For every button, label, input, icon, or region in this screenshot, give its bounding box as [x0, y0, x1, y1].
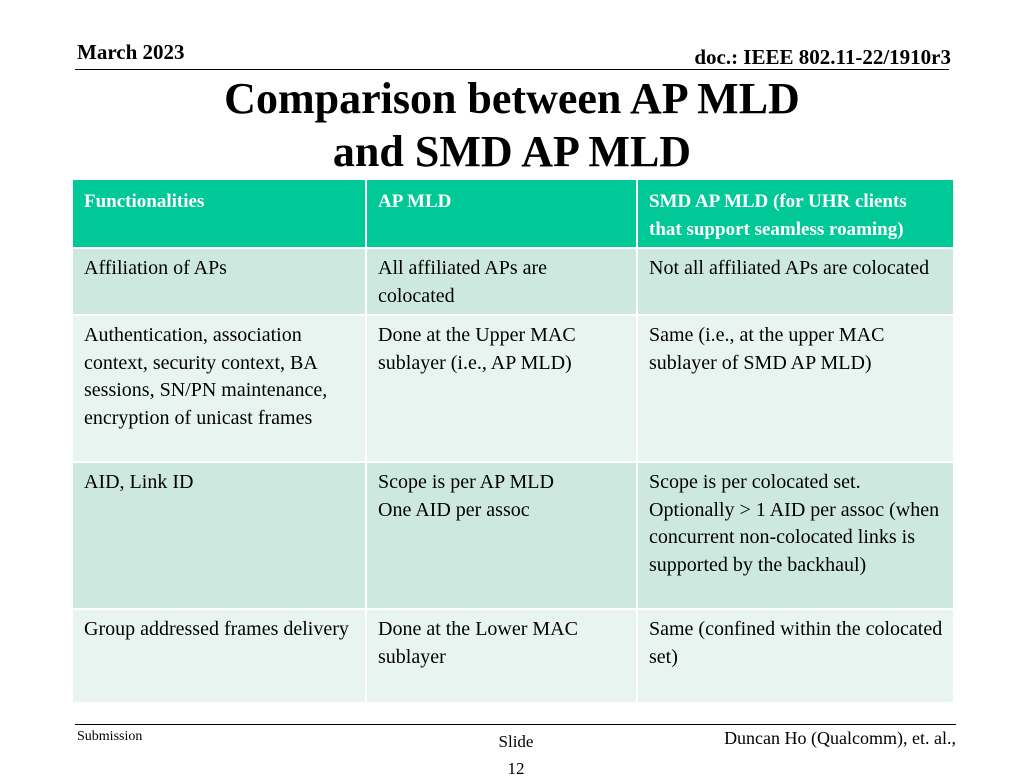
cell-smd-ap-mld-line-1: Scope is per colocated set.	[649, 471, 861, 493]
column-header-functionalities: Functionalities	[72, 179, 366, 248]
column-header-smd-ap-mld: SMD AP MLD (for UHR clients that support seamless roaming)	[637, 179, 954, 248]
cell-smd-ap-mld: Not all affiliated APs are colocated	[637, 248, 954, 315]
table-row	[72, 315, 954, 462]
cell-ap-mld	[366, 462, 637, 609]
footer-page-number: 12	[507, 759, 525, 778]
header-date: March 2023	[77, 40, 185, 64]
table-row	[72, 248, 954, 315]
table-header-row	[72, 179, 954, 248]
cell-smd-ap-mld	[637, 462, 954, 609]
cell-smd-ap-mld-line-2: Optionally > 1 AID per assoc (when concurrent non-colocated links is supported by the backhaul)	[649, 498, 940, 576]
cell-ap-mld: Done at the Lower MAC sublayer	[366, 609, 637, 703]
cell-smd-ap-mld: Same (confined within the colocated set)	[637, 609, 954, 703]
footer-slide-label: Slide	[498, 732, 534, 751]
slide-title	[0, 72, 1024, 178]
cell-functionality: Affiliation of APs	[72, 248, 366, 315]
cell-ap-mld-line-2: One AID per assoc	[378, 498, 530, 521]
footer-slide-number	[486, 728, 546, 782]
column-header-ap-mld: AP MLD	[366, 179, 637, 248]
slide-title-line-2: and SMD AP MLD	[332, 127, 692, 176]
cell-functionality: AID, Link ID	[72, 462, 366, 609]
cell-smd-ap-mld: Same (i.e., at the upper MAC sublayer of SMD AP MLD)	[637, 315, 954, 462]
slide-title-line-1: Comparison between AP MLD	[224, 74, 800, 123]
header-doc-id: doc.: IEEE 802.11-22/1910r3	[694, 45, 951, 69]
footer-author: Duncan Ho (Qualcomm), et. al.,	[724, 728, 956, 748]
cell-ap-mld-line-1: Scope is per AP MLD	[378, 471, 554, 493]
table-row	[72, 462, 954, 609]
comparison-table	[71, 178, 955, 704]
header-divider	[75, 69, 949, 70]
cell-ap-mld: Done at the Upper MAC sublayer (i.e., AP MLD)	[366, 315, 637, 462]
cell-functionality: Authentication, association context, security context, BA sessions, SN/PN maintenance, encryption of unicast frames	[72, 315, 366, 462]
footer-divider	[75, 724, 956, 725]
cell-ap-mld: All affiliated APs are colocated	[366, 248, 637, 315]
cell-functionality: Group addressed frames delivery	[72, 609, 366, 703]
table-row	[72, 609, 954, 703]
footer-submission: Submission	[77, 729, 143, 744]
